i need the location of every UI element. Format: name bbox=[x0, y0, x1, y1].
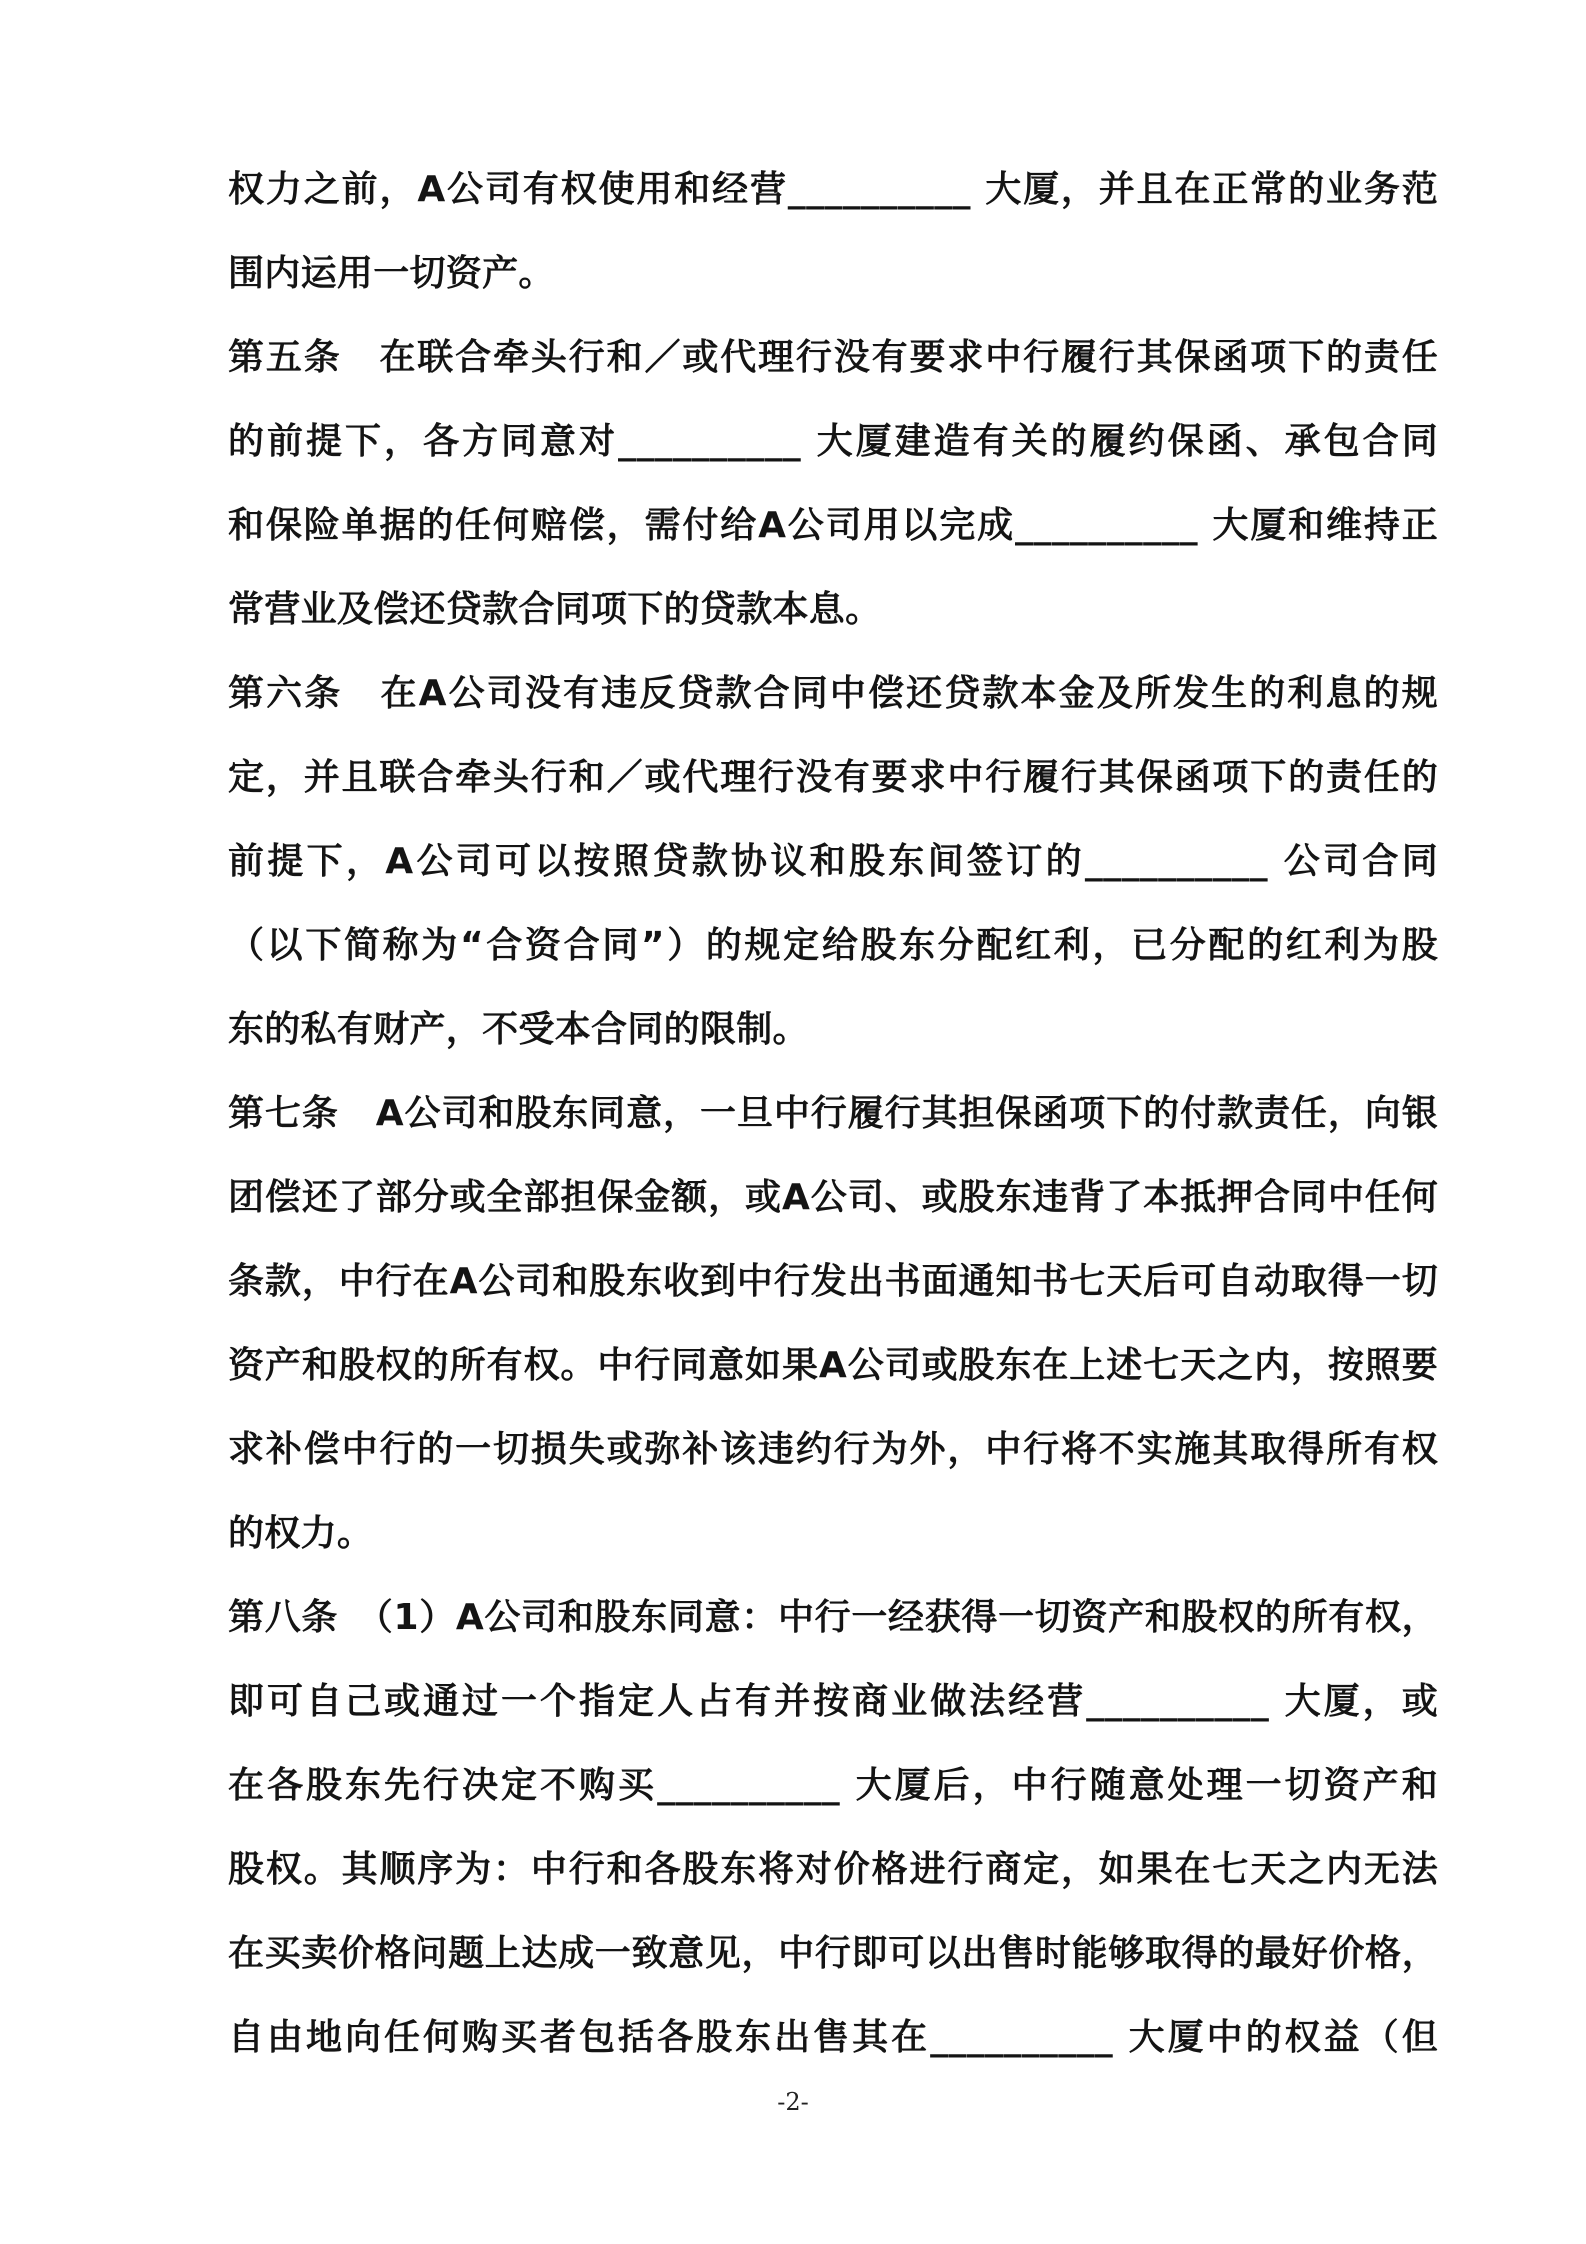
text-line: 和保险单据的任何赔偿，需付给A公司用以完成__________ 大厦和维持正 bbox=[228, 505, 1438, 546]
text-line: 求补偿中行的一切损失或弥补该违约行为外，中行将不实施其取得所有权 bbox=[228, 1429, 1438, 1470]
article-8-heading-line: 第八条 （1）A公司和股东同意：中行一经获得一切资产和股权的所有权， bbox=[228, 1597, 1438, 1638]
text-line: 常营业及偿还贷款合同项下的贷款本息。 bbox=[228, 589, 882, 630]
text-line: 的权力。 bbox=[228, 1513, 374, 1554]
text-line: 资产和股权的所有权。中行同意如果A公司或股东在上述七天之内，按照要 bbox=[228, 1345, 1438, 1386]
text-line: 定，并且联合牵头行和／或代理行没有要求中行履行其保函项下的责任的 bbox=[228, 757, 1438, 798]
text-line: （以下简称为“合资合同”）的规定给股东分配红利，已分配的红利为股 bbox=[228, 925, 1438, 966]
article-7-heading-line: 第七条 A公司和股东同意，一旦中行履行其担保函项下的付款责任，向银 bbox=[228, 1093, 1438, 1134]
text-line: 即可自己或通过一个指定人占有并按商业做法经营__________ 大厦，或 bbox=[228, 1681, 1438, 1722]
article-5-heading-line: 第五条 在联合牵头行和／或代理行没有要求中行履行其保函项下的责任 bbox=[228, 337, 1438, 378]
article-6-heading-line: 第六条 在A公司没有违反贷款合同中偿还贷款本金及所发生的利息的规 bbox=[228, 673, 1438, 714]
text-line: 权力之前，A公司有权使用和经营__________ 大厦，并且在正常的业务范 bbox=[228, 169, 1438, 210]
text-line: 在买卖价格问题上达成一致意见，中行即可以出售时能够取得的最好价格， bbox=[228, 1933, 1438, 1974]
text-line: 在各股东先行决定不购买__________ 大厦后，中行随意处理一切资产和 bbox=[228, 1765, 1438, 1806]
text-line: 股权。其顺序为：中行和各股东将对价格进行商定，如果在七天之内无法 bbox=[228, 1849, 1438, 1890]
text-line: 前提下，A公司可以按照贷款协议和股东间签订的__________ 公司合同 bbox=[228, 841, 1438, 882]
text-line: 东的私有财产，不受本合同的限制。 bbox=[228, 1009, 809, 1050]
text-line: 自由地向任何购买者包括各股东出售其在__________ 大厦中的权益（但 bbox=[228, 2017, 1438, 2058]
page-number: -2- bbox=[777, 2088, 809, 2116]
text-line: 团偿还了部分或全部担保金额，或A公司、或股东违背了本抵押合同中任何 bbox=[228, 1177, 1438, 1218]
text-line: 围内运用一切资产。 bbox=[228, 253, 555, 294]
text-line: 条款，中行在A公司和股东收到中行发出书面通知书七天后可自动取得一切 bbox=[228, 1261, 1438, 1302]
text-line: 的前提下，各方同意对__________ 大厦建造有关的履约保函、承包合同 bbox=[228, 421, 1438, 462]
